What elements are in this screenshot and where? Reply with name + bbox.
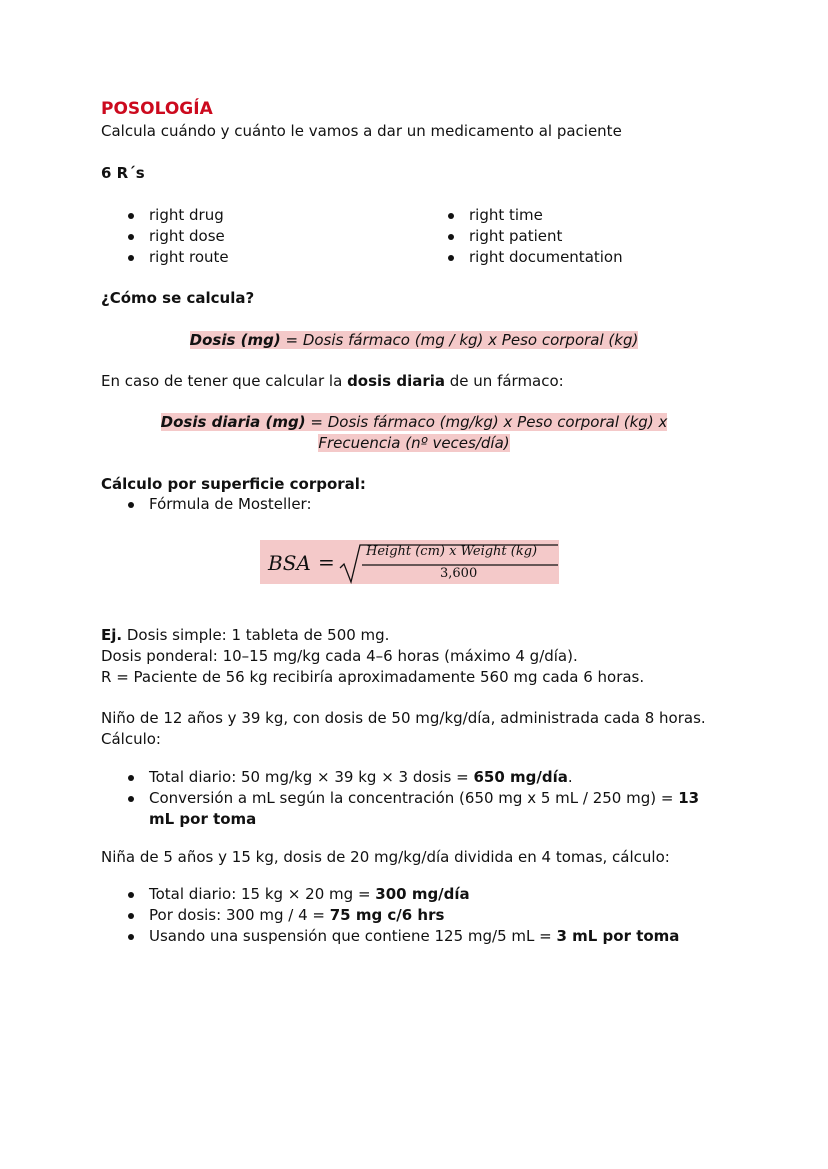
list-item: Total diario: 15 kg × 20 mg = 300 mg/día xyxy=(101,884,741,905)
list-item: right time xyxy=(421,205,623,226)
rs-list-right xyxy=(421,205,623,268)
rs-heading: 6 R´s xyxy=(101,164,145,182)
list-item: right route xyxy=(101,247,229,268)
daily-intro: En caso de tener que calcular la dosis diaria de un fármaco: xyxy=(101,372,564,390)
list-item: right drug xyxy=(101,205,229,226)
bsa-list xyxy=(101,494,312,515)
list-item: right documentation xyxy=(421,247,623,268)
list-item: right dose xyxy=(101,226,229,247)
how-heading: ¿Cómo se calcula? xyxy=(101,289,255,307)
subtitle: Calcula cuándo y cuánto le vamos a dar un medicamento al paciente xyxy=(101,122,622,140)
list-item: Fórmula de Mosteller: xyxy=(101,494,312,515)
example-3-intro: Niña de 5 años y 15 kg, dosis de 20 mg/kg/día dividida en 4 tomas, cálculo: xyxy=(101,848,670,866)
rs-list-left xyxy=(101,205,229,268)
list-item: Conversión a mL según la concentración (650 mg x 5 mL / 250 mg) = 13 mL por toma xyxy=(101,788,721,830)
page-title: POSOLOGÍA xyxy=(101,99,213,119)
example-2-list xyxy=(101,767,721,830)
bsa-heading: Cálculo por superficie corporal: xyxy=(101,475,366,493)
example-3-list xyxy=(101,884,741,947)
mosteller-formula: BSA = Height (cm) x Weight (kg) 3,600 xyxy=(260,540,559,584)
formula-rhs: = Dosis fármaco (mg / kg) x Peso corporal (kg) xyxy=(280,331,639,349)
list-item: Total diario: 50 mg/kg × 39 kg × 3 dosis = 650 mg/día. xyxy=(101,767,721,788)
example-2-intro: Niño de 12 años y 39 kg, con dosis de 50 mg/kg/día, administrada cada 8 horas. Cálculo: xyxy=(101,709,706,748)
list-item: Usando una suspensión que contiene 125 mg/5 mL = 3 mL por toma xyxy=(101,926,741,947)
dose-formula xyxy=(0,330,828,351)
list-item: Por dosis: 300 mg / 4 = 75 mg c/6 hrs xyxy=(101,905,741,926)
example-1: Ej. Dosis simple: 1 tableta de 500 mg. Dosis ponderal: 10–15 mg/kg cada 4–6 horas (máximo 4 g/día). R = Paciente de 56 kg recibiría aproximadamente 560 mg cada 6 horas. xyxy=(101,626,645,686)
daily-dose-formula: Dosis diaria (mg) = Dosis fármaco (mg/kg) x Peso corporal (kg) x Frecuencia (nº veces/día) xyxy=(160,413,668,452)
list-item: right patient xyxy=(421,226,623,247)
formula-lhs: Dosis (mg) xyxy=(189,331,281,349)
